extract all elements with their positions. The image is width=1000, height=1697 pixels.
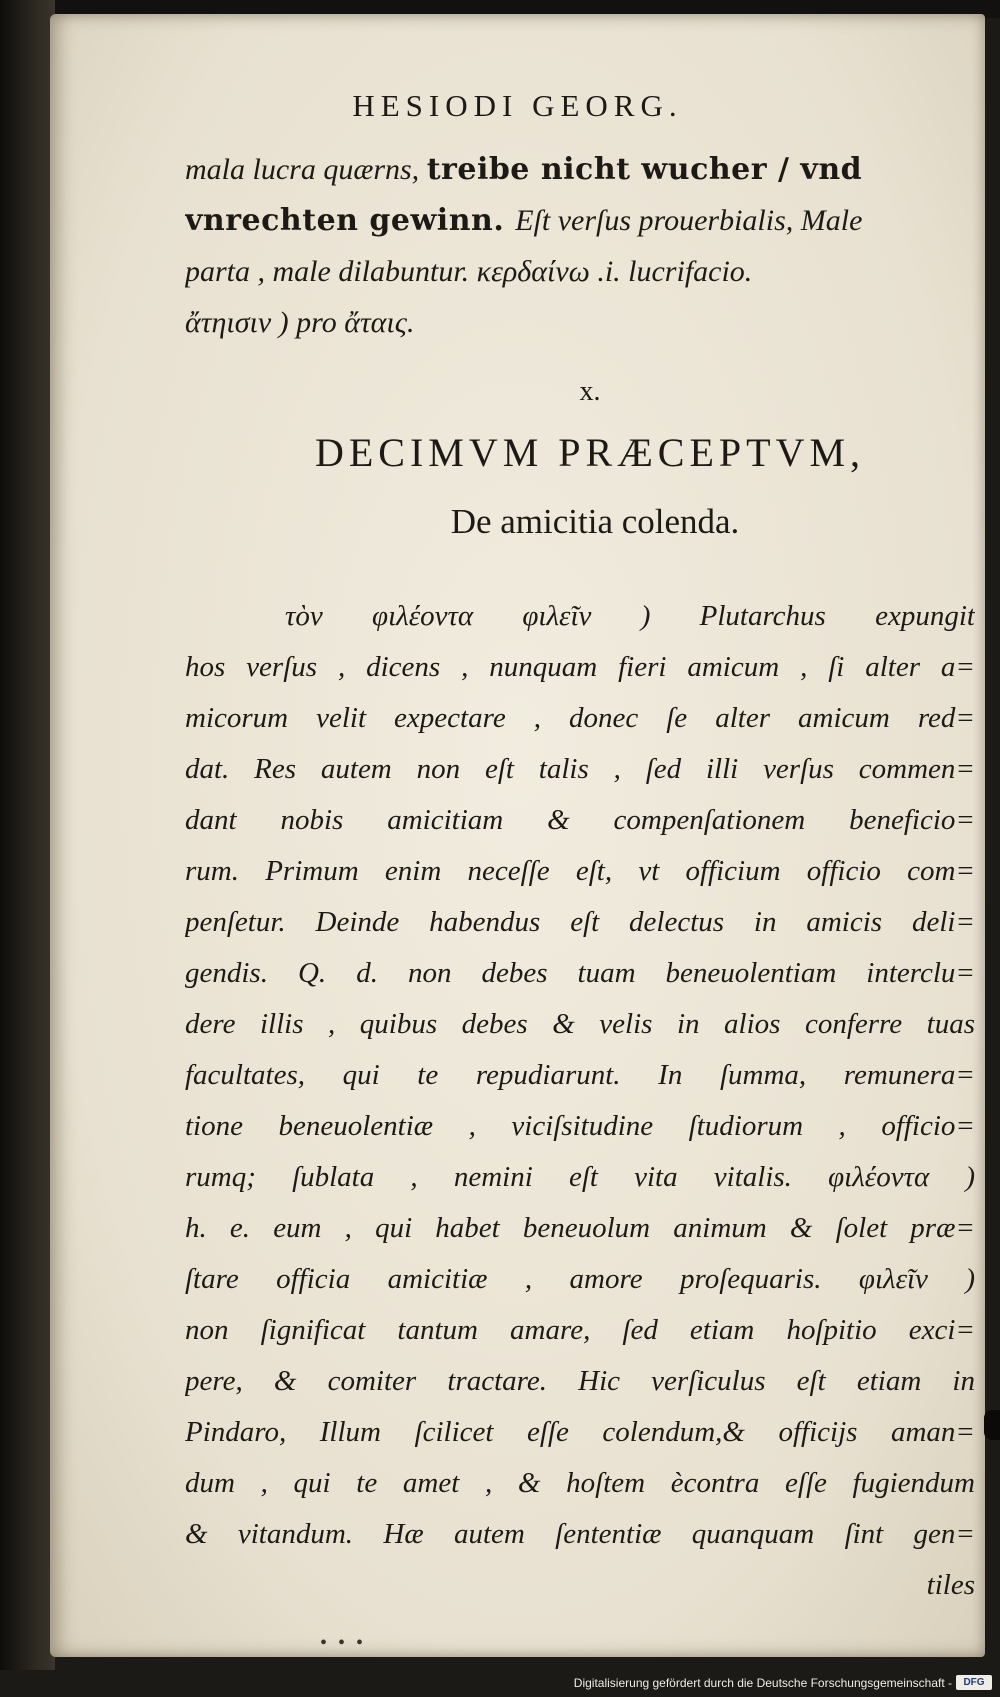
body-paragraph <box>185 591 975 1611</box>
book-page <box>50 14 985 1657</box>
text-line: micorum velit expectare , donec ſe alter amicum red= <box>185 702 975 734</box>
text-line: rumq; ſublata , nemini eſt vita vitalis. φιλέοντα ) <box>185 1161 975 1193</box>
text-line: pere, & comiter tractare. Hic verſiculus eſt etiam in <box>185 1365 975 1397</box>
section-subtitle: De amicitia colenda. <box>450 502 740 541</box>
text-line: ἄτηισιν ) pro ἄταις. <box>185 306 415 339</box>
dfg-logo: DFG <box>956 1675 992 1690</box>
text-line: ſtare officia amicitiæ , amore proſequaris. φιλεῖν ) <box>185 1263 975 1295</box>
footer-credit: Digitalisierung gefördert durch die Deutsche Forschungsgemeinschaft - <box>573 1676 952 1690</box>
text-line: parta , male dilabuntur. κερδαίνω .i. lucrifacio. <box>185 255 753 288</box>
scan-border-left <box>0 0 55 1697</box>
section-number: x. <box>579 376 601 407</box>
text-line: τὸν φιλέοντα φιλεῖν ) Plutarchus expungit <box>285 600 975 632</box>
section-title: DECIMVM PRÆCEPTVM, <box>314 430 866 475</box>
text-line: tione beneuolentiæ , viciſsitudine ſtudiorum , officio= <box>185 1110 975 1142</box>
catchword: tiles <box>926 1569 975 1601</box>
text-line: dat. Res autem non eſt talis , ſed illi verſus commen= <box>185 753 975 785</box>
text-line: dere illis , quibus debes & velis in alios conferre tuas <box>185 1008 975 1040</box>
text-line: gendis. Q. d. non debes tuam beneuolentiam interclu= <box>185 957 975 989</box>
text-line: dant nobis amicitiam & compenſationem beneficio= <box>185 804 975 836</box>
text-line: vnrechten gewinn. Eſt verſus prouerbialis, Male <box>185 203 863 238</box>
text-line: mala lucra quærns, treibe nicht wucher / vnd <box>185 152 863 187</box>
text-line: Pindaro, Illum ſcilicet eſſe colendum,& officijs aman= <box>185 1416 975 1448</box>
page-dots: • • • <box>320 1632 367 1654</box>
running-head: HESIODI GEORG. <box>352 88 683 123</box>
text-line: non ſignificat tantum amare, ſed etiam hoſpitio exci= <box>185 1314 975 1346</box>
page-tab-mark <box>984 1410 1000 1440</box>
text-line: facultates, qui te repudiarunt. In ſumma, remunera= <box>185 1059 975 1091</box>
top-paragraph <box>185 144 975 348</box>
text-line: & vitandum. Hæ autem ſententiæ quanquam ſint gen= <box>185 1518 975 1550</box>
text-line: rum. Primum enim neceſſe eſt, vt officium officio com= <box>185 855 975 887</box>
text-line: hos verſus , dicens , nunquam fieri amicum , ſi alter a= <box>185 651 975 683</box>
text-line: dum , qui te amet , & hoſtem ècontra eſſe fugiendum <box>185 1467 975 1499</box>
text-line: h. e. eum , qui habet beneuolum animum & ſolet præ= <box>185 1212 975 1244</box>
text-line: penſetur. Deinde habendus eſt delectus in amicis deli= <box>185 906 975 938</box>
